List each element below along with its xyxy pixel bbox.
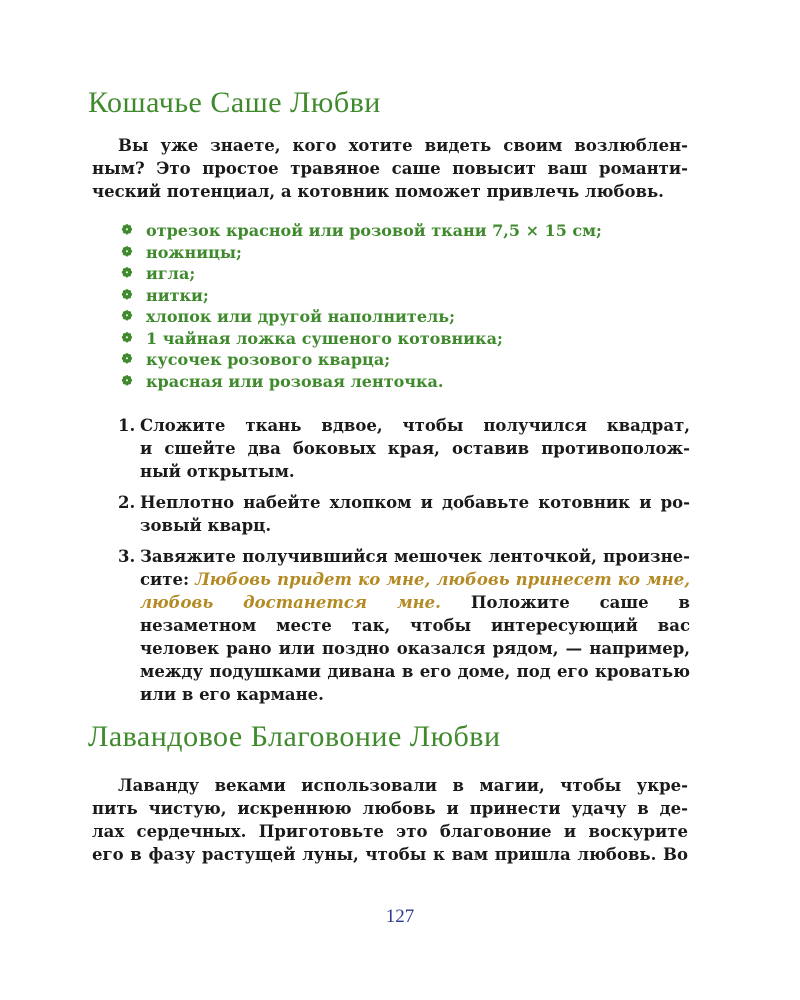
flower-bullet-icon: ❁ — [121, 223, 133, 239]
ingredients-list — [120, 220, 602, 392]
step-3-chant: Любовь придет ко мне, любовь принесет ко мне, любовь достанется мне. — [140, 570, 690, 612]
ingredient-text: 1 чайная ложка сушеного котовника; — [146, 328, 503, 348]
flower-bullet-icon: ❁ — [121, 244, 133, 260]
step-1-line-2: и сшейте два боковых края, оставив противополож- — [140, 439, 690, 458]
ingredient-text: отрезок красной или розовой ткани 7,5 × 15 см; — [146, 221, 602, 241]
flower-bullet-icon: ❁ — [121, 352, 133, 368]
ingredient-text: нитки; — [146, 285, 209, 305]
intro-line-2: ным? Это простое травяное саше повысит ваш романти- — [92, 159, 688, 178]
step-3-text — [140, 545, 690, 706]
ingredient-text: хлопок или другой наполнитель; — [146, 307, 456, 327]
intro2-line-1: Лаванду веками использовали в магии, чтобы укре- — [118, 776, 688, 795]
ingredient-text: кусочек розового кварца; — [146, 350, 391, 370]
flower-bullet-icon: ❁ — [121, 266, 133, 282]
ingredient-text: красная или розовая ленточка. — [146, 371, 444, 391]
intro2-line-2: пить чистую, искреннюю любовь и принести удачу в де- — [92, 799, 688, 818]
step-2-line-1: Неплотно набейте хлопком и добавьте котовник и ро- — [140, 493, 690, 512]
ingredient-text: игла; — [146, 264, 196, 284]
list-item — [120, 306, 602, 328]
step-number: 1. — [118, 416, 136, 435]
step-2-line-2: зовый кварц. — [140, 516, 272, 535]
step-1-line-3: ный открытым. — [140, 462, 295, 481]
step-1-line-1: Сложите ткань вдвое, чтобы получился квадрат, — [140, 416, 690, 435]
intro2-line-4: его в фазу растущей луны, чтобы к вам пришла любовь. Во — [92, 845, 688, 864]
step-number: 3. — [118, 547, 136, 566]
list-item — [120, 263, 602, 285]
list-item — [120, 371, 602, 393]
section-title-lavender-incense: Лавандовое Благовоние Любви — [88, 720, 501, 753]
flower-bullet-icon: ❁ — [121, 309, 133, 325]
list-item — [120, 285, 602, 307]
step-number: 2. — [118, 493, 136, 512]
list-item — [120, 220, 602, 242]
flower-bullet-icon: ❁ — [121, 287, 133, 303]
ingredient-text: ножницы; — [146, 242, 242, 262]
step-3-before-chant: Завяжите получившийся мешочек ленточкой, произне-сите: — [140, 547, 690, 589]
intro2-line-3: лах сердечных. Приготовьте это благовоние и воскурите — [92, 822, 688, 841]
list-item — [120, 349, 602, 371]
list-item — [120, 328, 602, 350]
list-item — [120, 242, 602, 264]
intro-line-1: Вы уже знаете, кого хотите видеть своим возлюблен- — [118, 136, 688, 155]
flower-bullet-icon: ❁ — [121, 373, 133, 389]
section-title-catnip-sachet: Кошачье Саше Любви — [88, 86, 381, 119]
step-3-after-chant: Положите саше в незаметном месте так, чтобы интересующий вас человек рано или поздно оказался рядом, — например, между подушками дивана в его доме, под его кроватью или в его кармане. — [140, 593, 691, 704]
intro-line-3: ческий потенциал, а котовник поможет привлечь любовь. — [92, 182, 664, 201]
page-number: 127 — [385, 906, 415, 927]
flower-bullet-icon: ❁ — [121, 330, 133, 346]
